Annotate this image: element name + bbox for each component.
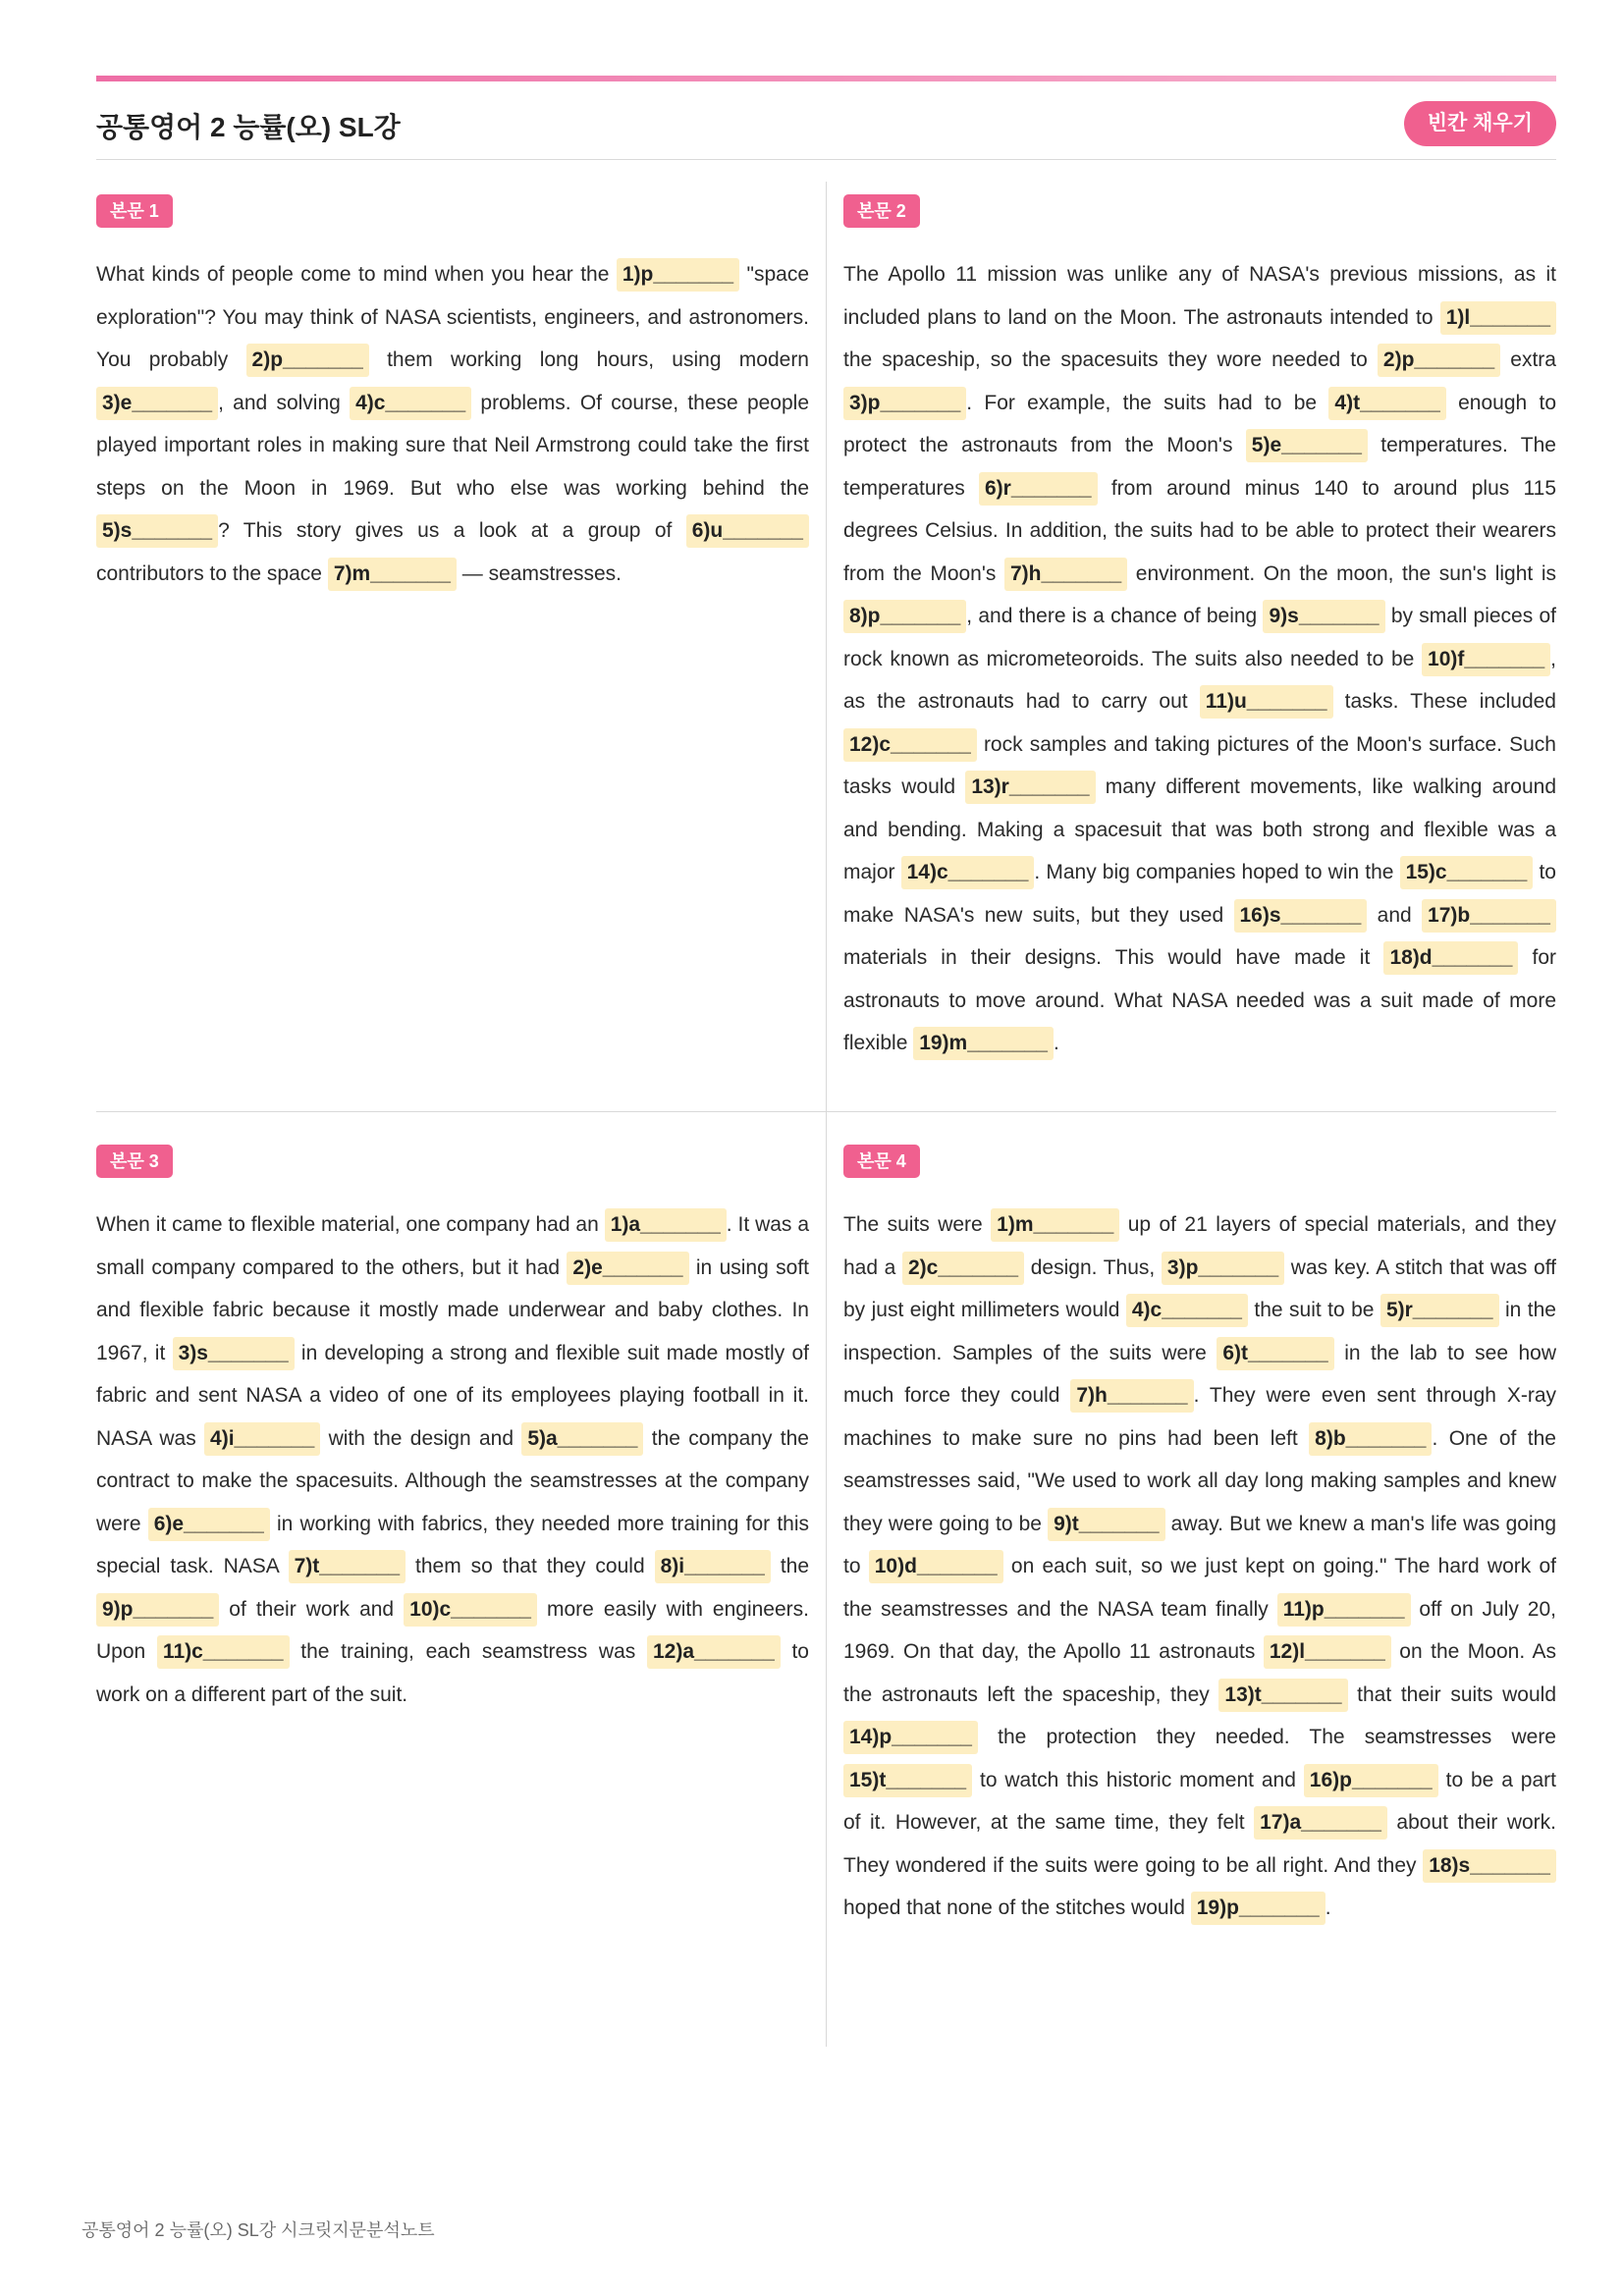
passage-segment: ? This story gives us a look at a group of xyxy=(218,519,686,542)
answer-blank[interactable]: 2)c_______ xyxy=(902,1252,1024,1285)
answer-blank[interactable]: 2)e_______ xyxy=(567,1252,688,1285)
passage-segment: hoped that none of the stitches would xyxy=(843,1896,1191,1919)
passage-segment: in using soft and flexible fabric because it mostly made underwear and baby clothes. In 1967, it xyxy=(96,1255,809,1364)
passage-segment: The suits were xyxy=(843,1213,992,1236)
answer-blank[interactable]: 7)h_______ xyxy=(1070,1379,1193,1413)
answer-blank[interactable]: 4)i_______ xyxy=(204,1422,320,1456)
answer-blank[interactable]: 1)l_______ xyxy=(1440,301,1556,335)
passage-segment: to work on a different part of the suit. xyxy=(96,1640,809,1706)
passage-segment: the spaceship, so the spacesuits they wore needed to xyxy=(843,348,1378,371)
answer-blank[interactable]: 16)p_______ xyxy=(1304,1764,1438,1797)
passage-segment: with the design and xyxy=(320,1426,522,1450)
answer-blank[interactable]: 5)s_______ xyxy=(96,514,218,548)
answer-blank[interactable]: 9)t_______ xyxy=(1048,1508,1164,1541)
answer-blank[interactable]: 3)p_______ xyxy=(843,387,966,420)
section-1 xyxy=(96,194,809,595)
passage-segment: many different movements, like walking around and bending. Making a spacesuit that was both strong and flexible was a major xyxy=(843,775,1556,883)
passage-segment: of their work and xyxy=(219,1597,405,1621)
footer-text: 공통영어 2 능률(오) SL강 시크릿지문분석노트 xyxy=(81,2220,435,2240)
passage-segment: from around minus 140 to around plus 115 degrees Celsius. In addition, the suits had to be able to protect their wearers from the Moon's xyxy=(843,476,1556,585)
passage-segment: up of 21 layers of special materials, and they had a xyxy=(843,1213,1556,1279)
answer-blank[interactable]: 14)c_______ xyxy=(901,856,1035,889)
column-divider xyxy=(826,182,827,2047)
answer-blank[interactable]: 11)c_______ xyxy=(157,1635,290,1669)
passage-segment: , as the astronauts had to carry out xyxy=(843,647,1556,713)
passage-text xyxy=(843,1203,1556,1930)
answer-blank[interactable]: 8)p_______ xyxy=(843,600,966,633)
passage-segment: . They were even sent through X-ray machines to make sure no pins had been left xyxy=(843,1384,1556,1450)
passage-segment: by small pieces of rock known as micrometeoroids. The suits also needed to be xyxy=(843,605,1556,670)
passage-segment: for astronauts to move around. What NASA needed was a suit made of more flexible xyxy=(843,946,1557,1054)
answer-blank[interactable]: 19)m_______ xyxy=(913,1027,1054,1060)
answer-blank[interactable]: 9)p_______ xyxy=(96,1593,219,1627)
answer-blank[interactable]: 6)u_______ xyxy=(686,514,809,548)
passage-segment: problems. Of course, these people played important roles in making sure that Neil Armstrong could take the first steps on the Moon in 1969. But who else was working behind the xyxy=(96,391,810,500)
answer-blank[interactable]: 4)c_______ xyxy=(350,387,471,420)
answer-blank[interactable]: 6)e_______ xyxy=(148,1508,270,1541)
passage-segment: — seamstresses. xyxy=(456,561,622,585)
answer-blank[interactable]: 6)r_______ xyxy=(979,472,1098,506)
answer-blank[interactable]: 1)a_______ xyxy=(605,1208,727,1242)
mode-badge: 빈칸 채우기 xyxy=(1404,101,1556,146)
passage-segment: was key. A stitch that was off by just eight millimeters would xyxy=(843,1255,1556,1321)
answer-blank[interactable]: 5)a_______ xyxy=(521,1422,643,1456)
answer-blank[interactable]: 8)b_______ xyxy=(1309,1422,1432,1456)
answer-blank[interactable]: 13)t_______ xyxy=(1218,1679,1347,1712)
answer-blank[interactable]: 4)c_______ xyxy=(1126,1294,1248,1327)
passage-text xyxy=(843,253,1556,1065)
passage-segment: extra xyxy=(1500,348,1556,371)
answer-blank[interactable]: 16)s_______ xyxy=(1234,899,1368,933)
answer-blank[interactable]: 6)t_______ xyxy=(1217,1337,1333,1370)
passage-segment: and xyxy=(1367,903,1423,927)
passage-segment: the training, each seamstress was xyxy=(289,1640,647,1663)
answer-blank[interactable]: 4)t_______ xyxy=(1328,387,1445,420)
passage-segment: on each suit, so we just kept on going." The hard work of the seamstresses and the NASA team finally xyxy=(843,1555,1556,1621)
passage-segment: away. But we knew a man's life was going to xyxy=(843,1512,1557,1577)
answer-blank[interactable]: 19)p_______ xyxy=(1191,1892,1325,1925)
passage-segment: them working long hours, using modern xyxy=(368,348,809,371)
answer-blank[interactable]: 2)p_______ xyxy=(1378,344,1500,377)
passage-segment: design. Thus, xyxy=(1024,1255,1162,1279)
answer-blank[interactable]: 12)a_______ xyxy=(647,1635,781,1669)
passage-segment: , and solving xyxy=(218,391,351,414)
passage-segment: on the Moon. As the astronauts left the spaceship, they xyxy=(843,1640,1557,1706)
answer-blank[interactable]: 14)p_______ xyxy=(843,1721,978,1754)
answer-blank[interactable]: 2)p_______ xyxy=(246,344,369,377)
passage-segment: What kinds of people come to mind when you hear the xyxy=(96,263,617,286)
answer-blank[interactable]: 7)h_______ xyxy=(1004,558,1127,591)
answer-blank[interactable]: 5)r_______ xyxy=(1380,1294,1499,1327)
answer-blank[interactable]: 3)p_______ xyxy=(1162,1252,1284,1285)
answer-blank[interactable]: 10)d_______ xyxy=(869,1550,1003,1583)
page-title: 공통영어 2 능률(오) SL강 xyxy=(96,112,401,142)
answer-blank[interactable]: 7)m_______ xyxy=(328,558,457,591)
passage-segment: off on July 20, 1969. On that day, the Apollo 11 astronauts xyxy=(843,1597,1556,1663)
passage-segment: environment. On the moon, the sun's light is xyxy=(1127,561,1556,585)
passage-segment: to be a part of it. However, at the same time, they felt xyxy=(843,1768,1556,1834)
answer-blank[interactable]: 18)d_______ xyxy=(1383,941,1518,975)
answer-blank[interactable]: 8)i_______ xyxy=(655,1550,771,1583)
passage-segment: temperatures. The temperatures xyxy=(843,434,1556,500)
answer-blank[interactable]: 9)s_______ xyxy=(1263,600,1384,633)
answer-blank[interactable]: 10)f_______ xyxy=(1422,643,1550,676)
answer-blank[interactable]: 3)s_______ xyxy=(173,1337,295,1370)
passage-segment: "space exploration"? You may think of NASA scientists, engineers, and astronomers. You probably xyxy=(96,263,809,371)
passage-segment: the xyxy=(770,1555,810,1577)
passage-segment: . Many big companies hoped to win the xyxy=(1034,861,1400,883)
answer-blank[interactable]: 3)e_______ xyxy=(96,387,218,420)
passage-segment: When it came to flexible material, one company had an xyxy=(96,1213,605,1236)
answer-blank[interactable]: 7)t_______ xyxy=(289,1550,406,1583)
passage-segment: rock samples and taking pictures of the Moon's surface. Such tasks would xyxy=(843,732,1556,798)
passage-segment: about their work. They wondered if the suits were going to be all right. And they xyxy=(843,1811,1556,1877)
answer-blank[interactable]: 13)r_______ xyxy=(965,771,1095,804)
header-divider xyxy=(96,159,1556,160)
passage-text xyxy=(96,1203,809,1716)
passage-segment: . xyxy=(1053,1032,1059,1054)
passage-segment: The Apollo 11 mission was unlike any of NASA's previous missions, as it included plans to land on the Moon. The astronauts intended to xyxy=(843,263,1556,329)
passage-segment: in the inspection. Samples of the suits were xyxy=(843,1299,1556,1364)
answer-blank[interactable]: 17)b_______ xyxy=(1422,899,1556,933)
section-tag: 본문 1 xyxy=(96,194,173,228)
passage-segment: the company the contract to make the spacesuits. Although the seamstresses at the company were xyxy=(96,1426,809,1535)
section-3 xyxy=(96,1145,809,1716)
passage-segment: to watch this historic moment and xyxy=(972,1768,1304,1791)
passage-segment: the protection they needed. The seamstresses were xyxy=(977,1726,1556,1748)
passage-segment: that their suits would xyxy=(1347,1682,1557,1706)
answer-blank[interactable]: 1)m_______ xyxy=(991,1208,1119,1242)
answer-blank[interactable]: 17)a_______ xyxy=(1254,1806,1387,1840)
answer-blank[interactable]: 15)t_______ xyxy=(843,1764,972,1797)
answer-blank[interactable]: 5)e_______ xyxy=(1246,429,1368,462)
passage-segment: . One of the seamstresses said, "We used to work all day long making samples and knew they were going to be xyxy=(843,1426,1556,1535)
answer-blank[interactable]: 1)p_______ xyxy=(617,258,739,292)
answer-blank[interactable]: 10)c_______ xyxy=(404,1593,537,1627)
section-2 xyxy=(843,194,1556,1065)
passage-segment: . For example, the suits had to be xyxy=(966,391,1329,414)
answer-blank[interactable]: 15)c_______ xyxy=(1400,856,1534,889)
passage-segment: in the lab to see how much force they could xyxy=(843,1341,1556,1407)
answer-blank[interactable]: 12)c_______ xyxy=(843,728,977,762)
passage-segment: , and there is a chance of being xyxy=(966,605,1264,627)
passage-segment: more easily with engineers. Upon xyxy=(96,1597,809,1663)
section-tag: 본문 2 xyxy=(843,194,920,228)
answer-blank[interactable]: 12)l_______ xyxy=(1264,1635,1391,1669)
passage-segment: them so that they could xyxy=(406,1555,655,1577)
answer-blank[interactable]: 11)p_______ xyxy=(1277,1593,1411,1627)
section-4 xyxy=(843,1145,1556,1930)
row-divider xyxy=(96,1111,1556,1112)
passage-segment: contributors to the space xyxy=(96,561,328,585)
section-tag: 본문 4 xyxy=(843,1145,920,1178)
passage-segment: in working with fabrics, they needed more training for this special task. NASA xyxy=(96,1512,809,1577)
passage-segment: the suit to be xyxy=(1247,1299,1380,1321)
answer-blank[interactable]: 11)u_______ xyxy=(1200,685,1333,719)
passage-segment: materials in their designs. This would have made it xyxy=(843,946,1384,969)
passage-segment: tasks. These included xyxy=(1332,690,1556,713)
passage-segment: enough to protect the astronauts from the Moon's xyxy=(843,391,1556,456)
passage-text xyxy=(96,253,809,595)
answer-blank[interactable]: 18)s_______ xyxy=(1423,1849,1556,1883)
passage-segment: to make NASA's new suits, but they used xyxy=(843,861,1556,927)
top-accent-bar xyxy=(96,76,1556,81)
passage-segment: . It was a small company compared to the others, but it had xyxy=(96,1213,810,1279)
passage-segment: in developing a strong and flexible suit made mostly of fabric and sent NASA a video of one of its employees playing football in it. NASA was xyxy=(96,1341,809,1450)
section-tag: 본문 3 xyxy=(96,1145,173,1178)
passage-segment: . xyxy=(1325,1896,1331,1919)
